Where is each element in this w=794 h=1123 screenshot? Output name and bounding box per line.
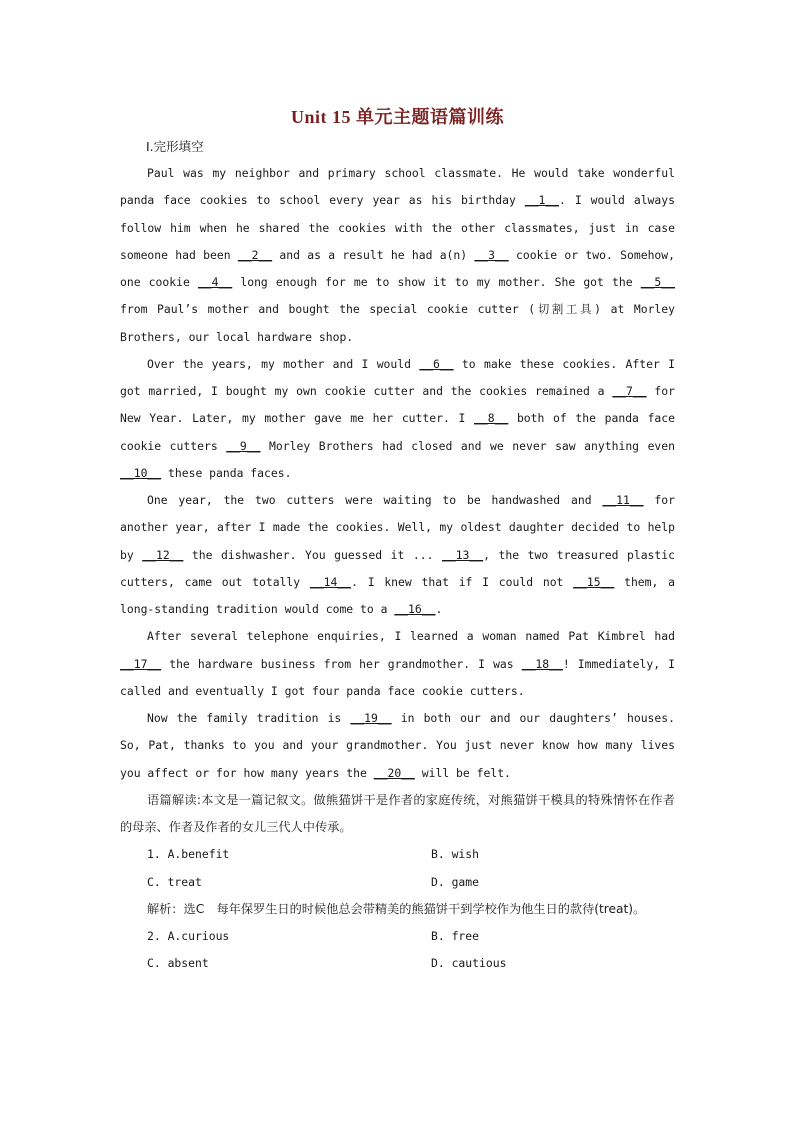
cloze-blank: __19__ <box>350 711 392 725</box>
page-title: Unit 15 单元主题语篇训练 <box>290 107 504 127</box>
cloze-blank: __16__ <box>394 602 436 616</box>
passage-text: cookie or two. Somehow, one cookie <box>120 247 675 289</box>
cloze-blank: __8__ <box>474 411 509 426</box>
passage-text: Now the family tradition is <box>147 711 351 725</box>
cloze-blank: __7__ <box>612 384 647 398</box>
cloze-blank: __6__ <box>419 356 454 371</box>
passage-text: the hardware business from her grandmother. I was <box>161 656 522 671</box>
option-row <box>120 869 675 896</box>
passage-text: will be felt. <box>414 765 511 780</box>
passage-text: for another year, after I made the cookies. Well, my oldest daughter decided to help by <box>120 493 676 562</box>
passage-text: for New Year. Later, my mother gave me her cutter. I <box>120 384 676 426</box>
passage-text: After several telephone enquiries, I learned a woman named Pat Kimbrel had <box>147 629 675 644</box>
passage-text: One year, the two cutters were waiting to be handwashed and <box>147 493 603 507</box>
passage-text: them, a long-standing tradition would come to a <box>120 574 675 616</box>
passage-text: the dishwasher. You guessed it ... <box>183 547 442 562</box>
cloze-blank: __18__ <box>521 656 563 671</box>
option-right: D. game <box>431 874 480 889</box>
passage-text: Morley Brothers had closed and we never saw anything even <box>260 438 675 453</box>
option-left: 1. A.benefit <box>147 847 230 862</box>
cloze-blank: __9__ <box>226 438 261 453</box>
passage-text: , the two treasured plastic cutters, came out totally <box>120 547 675 589</box>
cloze-blank: __17__ <box>120 656 162 671</box>
document-page <box>120 100 675 978</box>
cloze-blank: __20__ <box>373 765 415 780</box>
option-right: B. free <box>431 929 480 943</box>
cloze-blank: __12__ <box>142 547 184 562</box>
cloze-blank: __13__ <box>441 547 484 562</box>
passage-text: in both our and our daughters’ houses. So, Pat, thanks to you and your grandmother. You just never know how many lives you affect or for how many years the <box>120 711 675 780</box>
passage-text: Paul was my neighbor and primary school classmate. He would take wonderful panda face cookies to school every year as his birthday <box>120 166 675 208</box>
option-row <box>120 923 675 950</box>
cloze-blank: __14__ <box>309 574 352 589</box>
passage-text: . I knew that if I could not <box>351 574 574 589</box>
passage-text: . <box>435 602 443 616</box>
passage-text: . I would always follow him when he shared the cookies with the other classmates, just in case someone had been <box>120 193 675 262</box>
passage-paragraph <box>120 351 675 487</box>
passage-text: ! Immediately, I called and eventually I got four panda face cookie cutters. <box>120 656 675 698</box>
passage-text: from Paul’s mother and bought the special cookie cutter (切割工具) at Morley Brothers, our local hardware shop. <box>120 302 675 344</box>
cloze-blank: __5__ <box>640 275 675 289</box>
passage-text: these panda faces. <box>161 465 292 480</box>
question-list <box>120 841 675 977</box>
cloze-blank: __4__ <box>197 275 233 289</box>
passage-paragraph <box>120 160 675 351</box>
option-left: C. absent <box>147 956 209 971</box>
passage-paragraph <box>120 705 675 787</box>
cloze-blank: __11__ <box>602 493 644 507</box>
option-left: C. treat <box>147 874 202 889</box>
passage-text: Over the years, my mother and I would <box>147 356 420 371</box>
passage-summary: 语篇解读:本文是一篇记叙文。做熊猫饼干是作者的家庭传统，对熊猫饼干模具的特殊情怀在作者的母亲、作者及作者的女儿三代人中传承。 <box>120 792 675 834</box>
passage-text: and as a result he had a(n) <box>272 247 475 262</box>
cloze-blank: __10__ <box>120 465 162 480</box>
passage-text: both of the panda face cookie cutters <box>120 411 676 453</box>
answer-explanation: 解析：选C 每年保罗生日的时候他总会带精美的熊猫饼干到学校作为他生日的款待(treat)。 <box>147 901 646 916</box>
cloze-blank: __15__ <box>573 574 615 589</box>
cloze-blank: __2__ <box>237 247 273 262</box>
option-left: 2. A.curious <box>147 929 230 943</box>
option-row <box>120 841 675 868</box>
section-heading: Ⅰ.完形填空 <box>146 139 204 154</box>
cloze-blank: __3__ <box>474 247 509 262</box>
cloze-blank: __1__ <box>524 193 560 208</box>
passage-text: to make these cookies. After I got married, I bought my own cookie cutter and the cookies remained a <box>120 356 675 398</box>
passage-paragraph <box>120 623 675 705</box>
option-right: B. wish <box>431 847 480 862</box>
option-row <box>120 950 675 977</box>
passage-paragraph <box>120 487 675 623</box>
cloze-passage <box>120 160 675 787</box>
option-right: D. cautious <box>431 956 507 971</box>
passage-text: long enough for me to show it to my mother. She got the <box>232 275 641 289</box>
